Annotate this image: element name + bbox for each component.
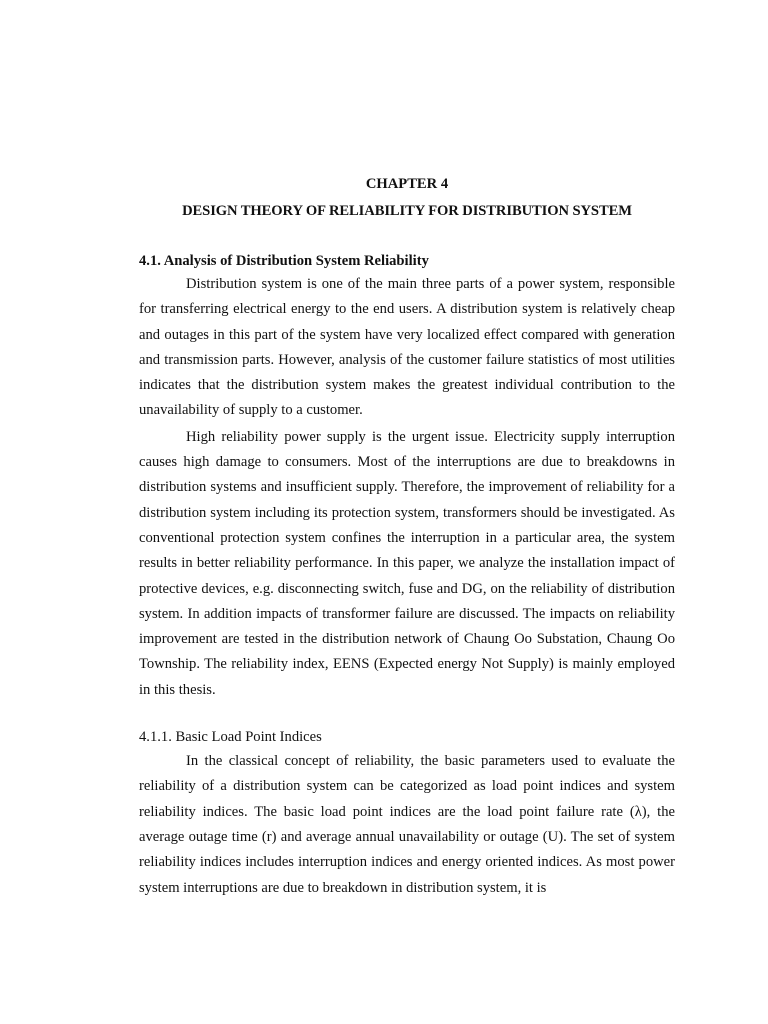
section-heading: 4.1. Analysis of Distribution System Reliability	[139, 253, 429, 269]
body-paragraph: High reliability power supply is the urgent issue. Electricity supply interruption causes high damage to consumers. Most of the interruptions are due to breakdowns in distribution systems and insufficient supply. Therefore, the improvement of reliability for a distribution system including its protection system, transformers should be investigated. As conventional protection system confines the interruption in a particular area, the system results in better reliability performance. In this paper, we analyze the installation impact of protective devices, e.g. disconnecting switch, fuse and DG, on the reliability of distribution system. In addition impacts of transformer failure are discussed. The impacts on reliability improvement are tested in the distribution network of Chaung Oo Substation, Chaung Oo Township. The reliability index, EENS (Expected energy Not Supply) is mainly employed in this thesis.	[139, 428, 675, 698]
subsection-paragraph: In the classical concept of reliability, the basic parameters used to evaluate the reliability of a distribution system can be categorized as load point indices and system reliability indices. The basic load point indices are the load point failure rate (λ), the average outage time (r) and average annual unavailability or outage (U). The set of system reliability indices includes interruption indices and energy oriented indices. As most power system interruptions are due to breakdown in distribution system, it is	[139, 753, 675, 896]
body-paragraph: Distribution system is one of the main three parts of a power system, responsible for transferring electrical energy to the end users. A distribution system is relatively cheap and outages in this part of the system have very localized effect compared with generation and transmission parts. However, analysis of the customer failure statistics of most utilities indicates that the distribution system makes the greatest individual contribution to the unavailability of supply to a customer.	[139, 276, 675, 419]
chapter-number: CHAPTER 4	[365, 176, 449, 192]
subsection-heading: 4.1.1. Basic Load Point Indices	[139, 729, 322, 746]
page-content	[139, 174, 675, 901]
chapter-title: DESIGN THEORY OF RELIABILITY FOR DISTRIBUTION SYSTEM	[182, 203, 632, 219]
